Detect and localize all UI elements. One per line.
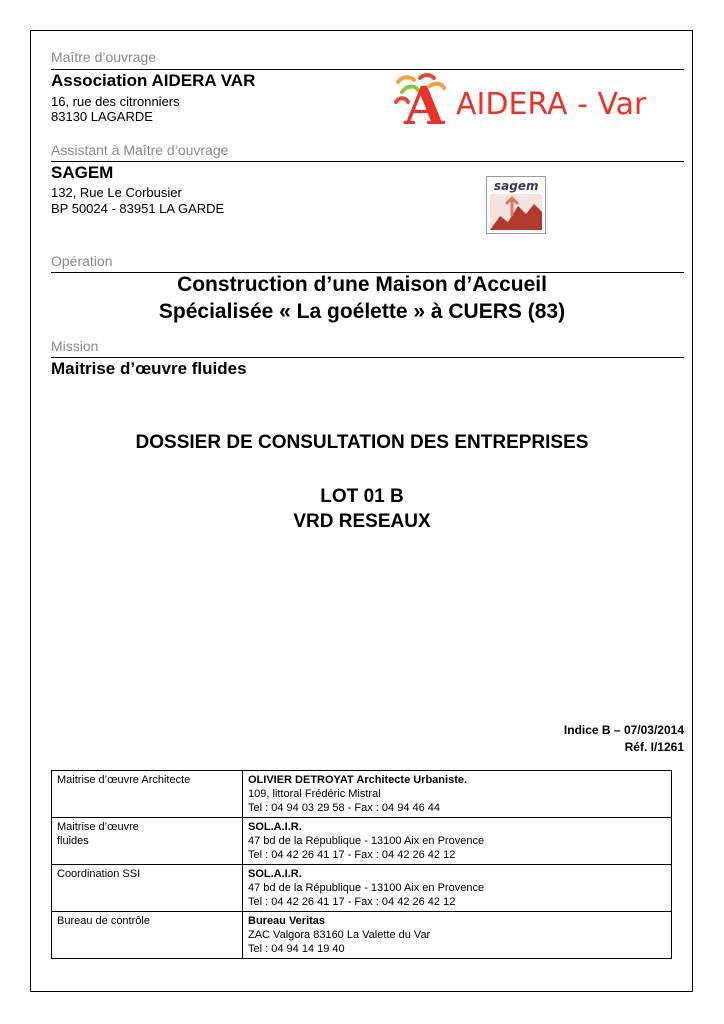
sagem-logo (486, 176, 546, 239)
section-rule (51, 357, 684, 358)
table-row (52, 912, 672, 959)
dossier-title: DOSSIER DE CONSULTATION DES ENTREPRISES (135, 432, 589, 453)
contact-line: Tel : 04 42 26 41 17 - Fax : 04 42 26 42 12 (248, 849, 456, 861)
table-row (52, 865, 672, 912)
assistant-name: SAGEM (51, 163, 114, 182)
operation-title-line1: Construction d’une Maison d’Accueil (177, 273, 547, 296)
contact-details (243, 818, 672, 865)
contact-line: Tel : 04 42 26 41 17 - Fax : 04 42 26 42 12 (248, 896, 456, 908)
aidera-logo-letter: A (404, 76, 445, 130)
aidera-logo (394, 72, 652, 135)
aidera-logo-text: AIDERA - Var (456, 87, 647, 122)
indice: Indice B – 07/03/2014 (563, 723, 684, 737)
mission-value: Maitrise d’œuvre fluides (51, 359, 247, 378)
contact-role: Bureau de contrôle (52, 912, 243, 959)
lot-number: LOT 01 B (320, 486, 404, 507)
assistant-address-1: 132, Rue Le Corbusier (51, 185, 182, 200)
contact-role: Maitrise d’œuvre Architecte (52, 771, 243, 818)
section-rule (51, 69, 684, 70)
contacts-table (51, 770, 672, 959)
assistant-label: Assistant à Maître d’ouvrage (51, 142, 229, 158)
contact-line: Tel : 04 94 03 29 58 - Fax : 04 94 46 44 (248, 802, 441, 814)
operation-label: Opération (51, 253, 113, 269)
operation-title-line2: Spécialisée « La goélette » à CUERS (83) (158, 300, 566, 323)
contact-details (243, 912, 672, 959)
contact-role (52, 818, 243, 865)
contact-line: 109, littoral Frédéric Mistral (248, 788, 381, 800)
maitre-ouvrage-address-2: 83130 LAGARDE (51, 109, 153, 124)
assistant-address-2: BP 50024 - 83951 LA GARDE (51, 201, 225, 216)
contact-name: OLIVIER DETROYAT Architecte Urbaniste. (248, 774, 468, 786)
contact-line: ZAC Valgora 83160 La Valette du Var (248, 929, 431, 941)
lot-name: VRD RESEAUX (293, 511, 431, 532)
maitre-ouvrage-name: Association AIDERA VAR (51, 71, 256, 90)
maitre-ouvrage-address-1: 16, rue des citronniers (51, 94, 180, 109)
contact-name: SOL.A.I.R. (248, 868, 302, 880)
contact-role: Coordination SSI (52, 865, 243, 912)
table-row (52, 818, 672, 865)
contact-line: Tel : 04 94 14 19 40 (248, 943, 345, 955)
sagem-logo-text: sagem (494, 179, 539, 193)
contact-name: SOL.A.I.R. (248, 821, 302, 833)
reference-number: Réf. I/1261 (624, 740, 684, 754)
contact-role-text: Maitrise d’œuvre fluides (57, 821, 139, 847)
contact-details (243, 771, 672, 818)
maitre-ouvrage-label: Maître d’ouvrage (51, 49, 157, 65)
contact-details (243, 865, 672, 912)
table-row (52, 771, 672, 818)
contact-line: 47 bd de la République - 13100 Aix en Provence (248, 835, 485, 847)
contact-name: Bureau Veritas (248, 915, 326, 927)
section-rule (51, 161, 684, 162)
mission-label: Mission (51, 338, 99, 354)
contact-line: 47 bd de la République - 13100 Aix en Provence (248, 882, 485, 894)
